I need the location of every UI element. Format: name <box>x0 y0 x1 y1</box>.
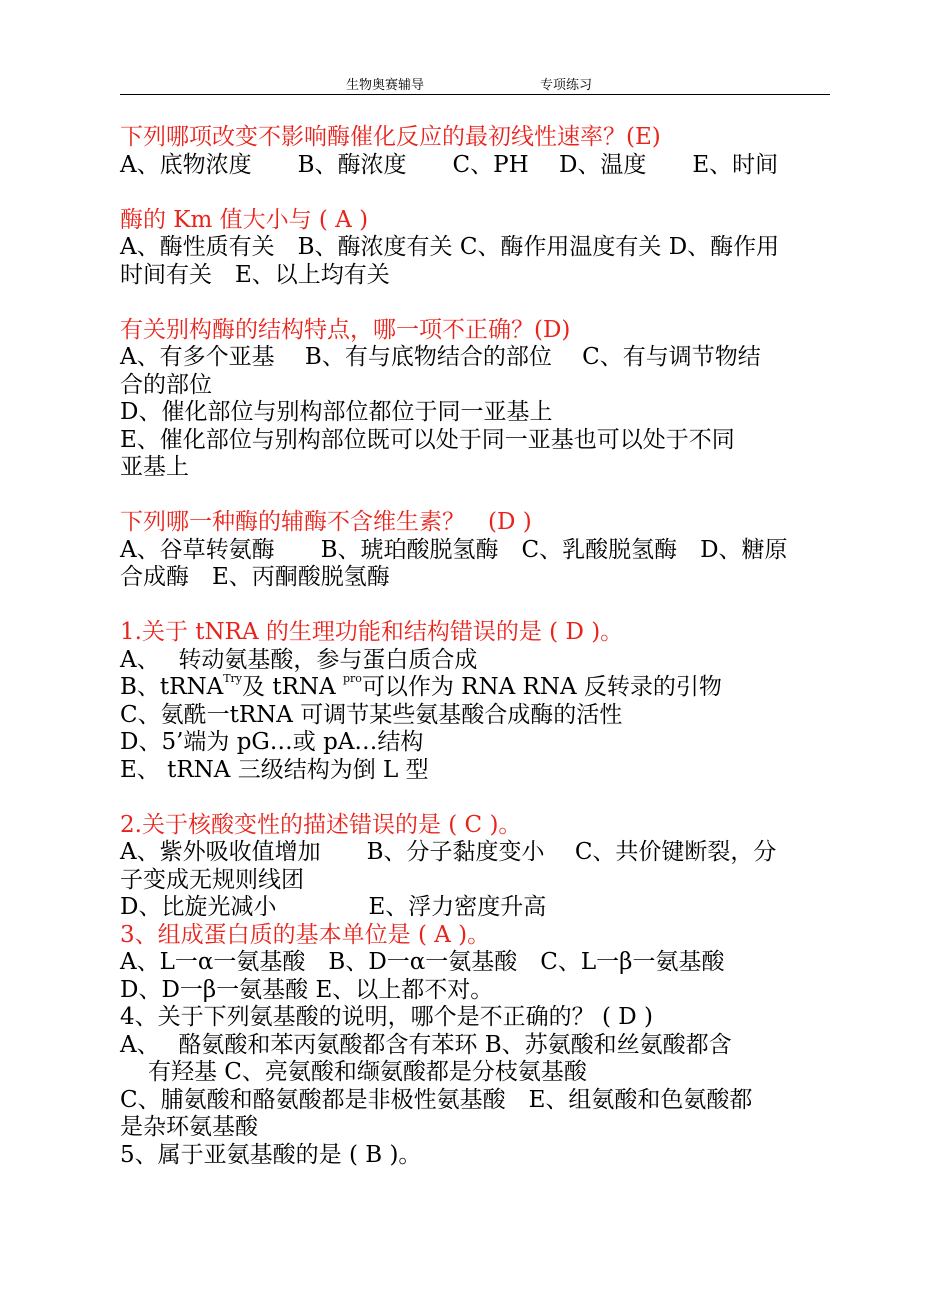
question-4: 下列哪一种酶的辅酶不含维生素？ (D ) <box>120 509 532 535</box>
options-3-line-3: D、催化部位与别构部位都位于同一亚基上 <box>120 399 553 425</box>
question-6: 2.关于核酸变性的描述错误的是 ( C )。 <box>120 811 522 838</box>
option-text: 及 tRNA <box>242 674 343 700</box>
options-4-line-2: 合成酶 E、丙酮酸脱氢酶 <box>120 564 390 590</box>
question-1: 下列哪项改变不影响酶催化反应的最初线性速率？(E) <box>120 124 661 150</box>
options-8-line-2: 有羟基 C、亮氨酸和缬氨酸都是分枝氨基酸 <box>148 1059 587 1085</box>
options-7-line-2: D、D一β一氨基酸 E、以上都不对。 <box>120 976 494 1003</box>
options-4-line-1: A、谷草转氨酶 B、琥珀酸脱氢酶 C、乳酸脱氢酶 D、糖原 <box>120 536 788 563</box>
question-2: 酶的 Km 值大小与 ( A ) <box>120 206 369 233</box>
options-1: A、底物浓度 B、酶浓度 C、PH D、温度 E、时间 <box>120 151 779 178</box>
options-6-line-2: 子变成无规则线团 <box>120 866 304 893</box>
header-subject: 生物奥赛辅导 <box>346 78 425 93</box>
question-3: 有关别构酶的结构特点，哪一项不正确？(D) <box>120 316 571 343</box>
header-section: 专项练习 <box>540 78 593 93</box>
option-text: 可以作为 RNA RNA 反转录的引物 <box>361 674 722 700</box>
options-8-line-3: C、脯氨酸和酪氨酸都是非极性氨基酸 E、组氨酸和色氨酸都 <box>120 1086 753 1113</box>
question-9: 5、属于亚氨基酸的是 ( B )。 <box>120 1141 422 1168</box>
options-2-line-2: 时间有关 E、以上均有关 <box>120 261 390 288</box>
question-list <box>120 124 832 1169</box>
superscript: pro <box>342 672 362 685</box>
page-header <box>120 74 830 95</box>
options-3-line-5: 亚基上 <box>120 454 189 480</box>
options-5-line-3: C、氨酰一tRNA 可调节某些氨基酸合成酶的活性 <box>120 701 623 728</box>
options-5-line-5: E、 tRNA 三级结构为倒 L 型 <box>120 756 429 783</box>
options-6-line-1: A、紫外吸收值增加 B、分子黏度变小 C、共价键断裂，分 <box>120 839 777 865</box>
options-2-line-1: A、酶性质有关 B、酶浓度有关 C、酶作用温度有关 D、酶作用 <box>120 234 780 260</box>
options-3-line-2: 合的部位 <box>120 371 212 398</box>
options-8-line-1: A、 酪氨酸和苯丙氨酸都含有苯环 B、苏氨酸和丝氨酸都含 <box>120 1031 732 1058</box>
question-7: 3、组成蛋白质的基本单位是 ( A )。 <box>120 921 491 948</box>
options-5-line-2 <box>120 674 832 702</box>
options-3-line-1: A、有多个亚基 B、有与底物结合的部位 C、有与调节物结 <box>120 344 761 370</box>
option-text: B、tRNA <box>120 674 224 700</box>
options-8-line-4: 是杂环氨基酸 <box>120 1114 258 1140</box>
options-5-line-4: D、5’端为 pG…或 pA…结构 <box>120 729 424 755</box>
superscript: Try <box>223 672 243 685</box>
question-5: 1.关于 tNRA 的生理功能和结构错误的是 ( D )。 <box>120 619 624 645</box>
question-8: 4、关于下列氨基酸的说明，哪个是不正确的？ ( D ) <box>120 1004 653 1030</box>
options-6-line-3: D、比旋光减小 E、浮力密度升高 <box>120 894 547 920</box>
options-7-line-1: A、L一α一氨基酸 B、D一α一氨基酸 C、L一β一氨基酸 <box>120 949 725 975</box>
options-5-line-1: A、 转动氨基酸，参与蛋白质合成 <box>120 646 478 673</box>
options-3-line-4: E、催化部位与别构部位既可以处于同一亚基也可以处于不同 <box>120 426 735 453</box>
